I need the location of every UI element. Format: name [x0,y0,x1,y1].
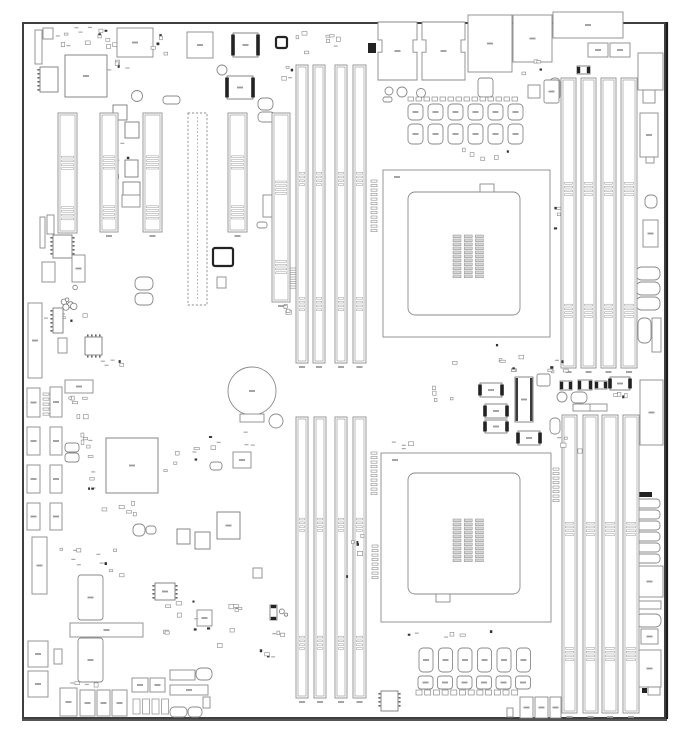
chip [276,37,287,48]
component [638,492,652,497]
component [65,453,79,462]
cpu-socket-1 [383,170,550,337]
dimm-slot [561,78,576,373]
connector [638,650,661,687]
connector [32,537,47,594]
chip [225,76,255,99]
pci-slot [228,113,247,237]
connector [50,427,62,455]
component [368,43,376,53]
capacitor [557,392,567,402]
bracket [638,53,663,90]
chip [177,529,190,544]
chip [125,160,138,177]
chip [231,33,260,57]
component [72,255,85,282]
chip [217,512,240,539]
capacitor [135,277,153,290]
connector [588,43,608,57]
component [65,443,79,452]
chip [65,55,107,97]
capacitor [397,87,407,97]
component [203,697,210,708]
connector [641,629,658,644]
io-port [422,22,465,80]
connector [573,404,607,411]
component [263,195,272,217]
component [42,262,55,282]
connector [550,697,561,718]
pci-slot [272,113,290,307]
connector [170,685,208,695]
component [54,649,62,664]
capacitor [560,381,572,390]
capacitor [132,91,143,102]
component [133,524,145,536]
component [210,462,222,470]
chip [478,383,504,397]
chip [195,532,210,549]
component [507,708,513,717]
cpu-socket-2 [381,453,551,622]
fan-header [636,282,660,295]
fan-header [636,614,661,627]
chip [187,32,213,58]
coin-battery [228,367,276,415]
dimm-slot [583,415,598,718]
chip [213,248,233,266]
dimm-slot [601,78,616,373]
chip [516,431,542,445]
bracket [643,90,655,103]
chip [608,377,632,390]
connector [643,220,658,247]
connector [646,157,654,163]
dimm-slot [621,78,637,373]
capacitor [269,414,283,428]
capacitor [258,98,273,110]
chip [197,610,212,626]
pci-slot [143,113,162,237]
connector [80,690,95,716]
dimm-slot [335,65,347,368]
component [577,66,590,74]
dimm-slot [623,415,639,718]
connector [47,215,54,234]
connector [65,380,93,393]
dimm-slot [296,417,308,703]
component [537,374,550,386]
chip [117,28,153,57]
battery-clip [240,414,264,422]
connector [28,671,48,697]
dimm-slot [314,417,326,703]
connector [50,503,62,530]
connector [27,465,40,493]
chip [106,438,158,493]
dimm-slot [313,65,325,368]
connector [638,318,651,343]
power-connector [553,12,623,38]
connector [97,690,110,716]
dimm-slot [335,417,347,703]
pad [188,707,202,717]
connector [640,113,658,157]
capacitor [578,380,592,390]
connector [27,388,40,417]
connector [652,318,661,352]
dimm-slot [296,65,308,368]
component [122,195,140,207]
chip [483,404,509,418]
chip [378,691,400,711]
connector [544,80,559,103]
pcie-slot [188,113,207,305]
component [257,222,267,228]
chip [50,235,74,258]
chip [85,334,102,357]
component [642,688,647,693]
capacitor [417,89,426,98]
chip [478,78,493,97]
power-connector [78,638,103,682]
connector [70,623,143,637]
capacitor [595,381,607,389]
dimm-slot [602,415,618,718]
connector [28,641,48,667]
connector [550,418,560,434]
connector [636,566,663,597]
capacitor [385,87,393,95]
connector [50,465,62,493]
connector [640,380,663,445]
connector [27,503,40,530]
chip [37,67,58,92]
connector [28,303,42,378]
connector [27,427,40,455]
component [163,96,180,104]
connector [520,697,533,718]
chip [152,583,177,600]
power-connector [78,575,103,620]
connector [648,687,660,695]
capacitor [217,65,227,75]
dimm-slot [581,78,596,373]
chip [528,85,540,98]
component [58,338,67,353]
chip [483,420,509,433]
component [196,668,212,680]
connector [170,670,195,680]
component [146,526,156,534]
connector [60,688,77,716]
chip [515,377,533,422]
chip [125,122,139,138]
fan-header [636,297,660,310]
pci-slot [100,113,118,237]
dimm-slot [353,65,366,368]
pci-slot [58,113,77,238]
pad [383,97,392,102]
chip [217,277,226,288]
connector [645,195,657,208]
connector [40,217,45,248]
connector [638,601,661,609]
pad [170,707,187,717]
connector [132,678,148,692]
connector [150,678,165,692]
capacitor [135,293,153,305]
component [571,392,587,403]
dimm-slot [353,417,366,703]
connector [50,387,62,417]
connector [535,697,548,718]
fan-header [636,267,660,280]
component [43,28,53,39]
connector [35,30,42,64]
connector [112,690,127,716]
component [253,568,262,578]
io-port [513,15,552,62]
io-port [468,15,512,72]
chip [233,452,251,468]
dimm-slot [562,415,577,718]
connector [610,43,630,57]
io-port [378,22,417,80]
capacitor [270,605,277,620]
